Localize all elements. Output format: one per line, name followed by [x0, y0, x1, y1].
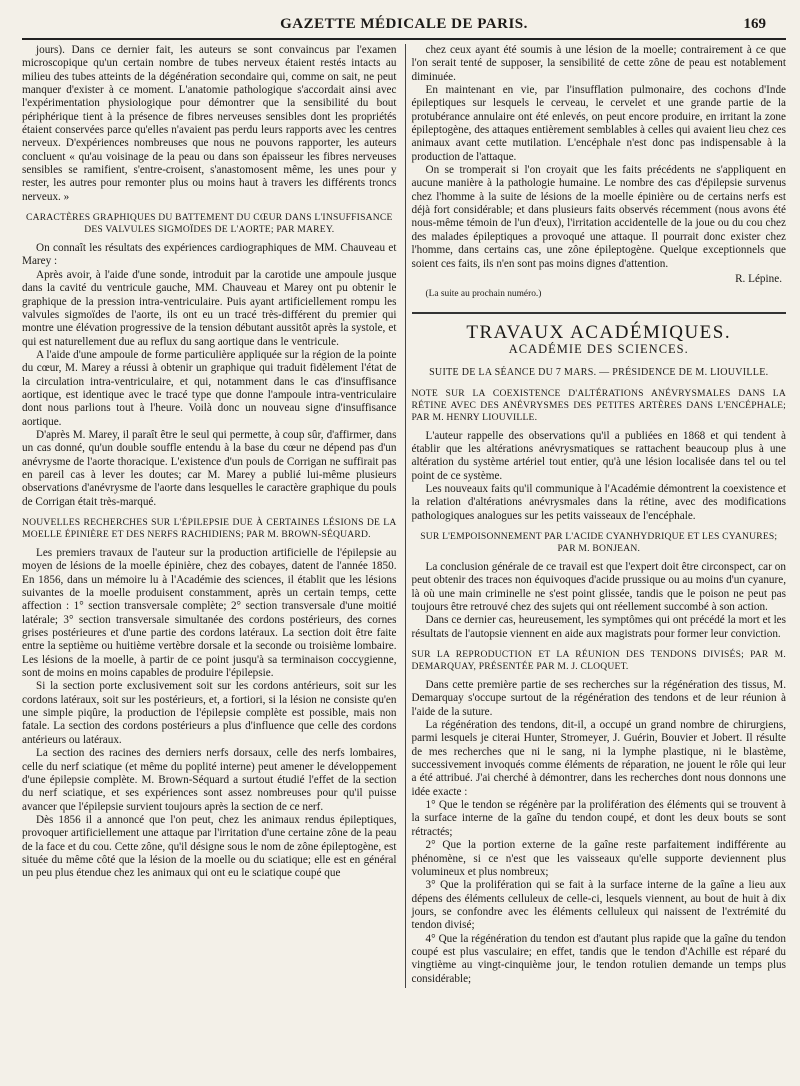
continued-note: (La suite au prochain numéro.): [425, 289, 542, 300]
paragraph: La conclusion générale de ce travail est que l'expert doit être circonspect, car on peut obtenir des traces non équivoques d'acide prussique ou au moins d'un cyanure, là où une main criminelle ne s'est point glissée, tandis que le poison ne peut pas toujours être retrouvé chez des sujets qui ont réellement succombé à son action.: [411, 560, 786, 613]
paragraph: Les premiers travaux de l'auteur sur la production artificielle de l'épilepsie au moyen de lésions de la moelle épinière, chez des cobayes, datent de l'année 1850. En 1856, dans un mémoire lu à l'Académie des sciences, il établit que les lésions suivantes de la moelle produisent constamment, après un certain temps, cette affection : 1° section transversale complète; 2° section transversale d'une moitié latérale; 3° section transversale simultanée des cordons postérieurs, des cornes grises postérieures et d'une partie des cordons latéraux. La section doit être faite entre la septième ou huitième vertèbre dorsale et la seconde ou troisième lombaire. Les lésions de la moelle, à partir de ce point jusqu'à sa terminaison coccygienne, sont de moins en moins capables de produire l'épilepsie.: [22, 547, 397, 680]
paragraph: A l'aide d'une ampoule de forme particulière appliquée sur la région de la pointe du cœur, M. Marey a réussi à obtenir un graphique qui traduit fidèlement l'état de la circulation intra-ventriculaire, et qui, notamment dans le cas d'insuffisance aortique, est identique avec le tracé type que donne l'ampoule intra-ventriculaire dont nous parlions tout à l'heure. Voilà donc un nouveau signe d'insuffisance aortique.: [22, 348, 397, 428]
paragraph: 1° Que le tendon se régénère par la prolifération des éléments qui se trouvent à la surface interne de la gaîne du tendon coupé, et dont les deux bouts se sont rétractés;: [411, 799, 786, 838]
paragraph: Les nouveaux faits qu'il communique à l'Académie démontrent la coexistence et la relation d'altérations anévrysmales dans la rétine, avec des modifications pathologiques analogues sur les petits vaisseaux de l'encéphale.: [411, 482, 786, 522]
section-heading-coexistence: NOTE SUR LA COEXISTENCE D'ALTÉRATIONS ANÉVRYSMALES DANS LA RÉTINE AVEC DES ANÉVRYSMES DES PETITES ARTÈRES DANS L'ENCÉPHALE; PAR M. HENRY LIOUVILLE.: [411, 387, 786, 423]
paragraph: Si la section porte exclusivement soit sur les cordons antérieurs, soit sur les cordons latéraux, soit sur les postérieurs, et, a fortiori, si la lésion ne consiste qu'en une simple piqûre, la production de l'épilepsie complète est possible, mais non fatale. La section des cordons postérieurs a plus d'influence que celle des cordons antérieurs ou latéraux.: [22, 680, 397, 746]
section-heading-cyanide: SUR L'EMPOISONNEMENT PAR L'ACIDE CYANHYDRIQUE ET LES CYANURES; PAR M. BONJEAN.: [420, 530, 778, 554]
left-column: [22, 44, 397, 988]
paragraph: La section des racines des derniers nerfs dorsaux, celle des nerfs lombaires, celle du nerf sciatique (et même du poplité interne) peut amener le développement d'une épilepsie complète. M. Brown-Séquard a surtout étudié l'effet de la section du nerf sciatique, et ses expériences sont assez nombreuses pour qu'il puisse avancer que l'épilepsie survient toujours après la section de ce nerf.: [22, 747, 397, 813]
section-heading-tendons: SUR LA REPRODUCTION ET LA RÉUNION DES TENDONS DIVISÉS; PAR M. DEMARQUAY, PRÉSENTÉE PAR M. J. CLOQUET.: [411, 649, 786, 673]
section-divider: [412, 312, 787, 314]
paragraph: Dès 1856 il a annoncé que l'on peut, chez les animaux rendus épileptiques, provoquer artificiellement une attaque par l'irritation d'une certaine zône de la peau de la face et du cou. Cette zône, qu'il désigne sous le nom de zône épileptogène, est située du même côté que la lésion de la moelle ou du sciatique; elle est en général un peu plus étendue chez les animaux qui ont eu le sciatique coupé que: [22, 813, 397, 880]
paragraph: On connaît les résultats des expériences cardiographiques de MM. Chauveau et Marey :: [22, 242, 397, 268]
paragraph: 2° Que la portion externe de la gaîne reste parfaitement indifférente au phénomène, si ce n'est que les vaisseaux qu'elle supporte deviennent plus volumineux et plus nombreux;: [411, 839, 786, 878]
paragraph: 3° Que la prolifération qui se fait à la surface interne de la gaîne a lieu aux dépens des éléments celluleux de celle-ci, lesquels viennent, au bout de huit à dix jours, se confondre avec les éléments celluleux qui naissent de l'extrémité du tendon divisé;: [411, 879, 786, 932]
paragraph: jours). Dans ce dernier fait, les auteurs se sont convaincus par l'examen microscopique qu'un certain nombre de tubes nerveux étaient restés intacts au milieu des tubes atteints de la dégénération secondaire qui, comme on sait, ne peut manquer d'exister à ce moment. L'anatomie pathologique s'accordait ainsi avec l'expérimentation physiologique pour démontrer que la sensibilité du bout périphérique tient à la présence de fibres nerveuses sensibles dont les propriétés étaient conservées parce qu'elles n'avaient pas perdu leurs rapports avec les centres nerveux. D'expériences nombreuses que nous ne pouvons rapporter, les auteurs concluent « qu'au voisinage de la peau ou dans son épaisseur les fibres nerveuses sensibles se ramifient, s'entre-croisent, s'anastomosent même, les unes pour y rester, les autres pour remonter plus ou moins haut à travers les différents troncs nerveux. »: [22, 44, 397, 203]
session-line: SUITE DE LA SÉANCE DU 7 MARS. — PRÉSIDENCE DE M. LIOUVILLE.: [429, 367, 769, 379]
masthead: [22, 8, 786, 40]
paragraph: La régénération des tendons, dit-il, a occupé un grand nombre de chirurgiens, parmi lesquels je citerai Hunter, Stromeyer, J. Guérin, Bouvier et Jobert. Il résulte de mes recherches que ni le sang, ni la lymphe plastique, ni le blastème, successivement invoqués comme éléments de réparation, ne jouent le rôle qui leur a été attribué. J'ai cherché à démontrer, dans les recherches dont nous donnons une idée exacte :: [411, 719, 786, 798]
paragraph: chez ceux ayant été soumis à une lésion de la moelle; contrairement à ce que l'on serait tenté de supposer, la sensibilité de cette zône de peau est notablement diminuée.: [411, 44, 786, 83]
right-column: [405, 44, 787, 988]
rubric-title: TRAVAUX ACADÉMIQUES.: [466, 321, 732, 343]
paragraph: Dans cette première partie de ses recherches sur la régénération des tissus, M. Demarquay s'occupe surtout de la régénération des tendons et de leur réunion à l'aide de la suture.: [411, 679, 786, 718]
paragraph: L'auteur rappelle des observations qu'il a publiées en 1868 et qui tendent à établir que les altérations anévrysmatiques se rattachent beaucoup plus à une altération du système artériel tout entier, qu'à une lésion localisée dans tel ou tel point de ce système.: [411, 429, 786, 482]
section-heading-epilepsy: NOUVELLES RECHERCHES SUR L'ÉPILEPSIE DUE À CERTAINES LÉSIONS DE LA MOELLE ÉPINIÈRE ET DES NERFS RACHIDIENS; PAR M. BROWN-SÉQUARD.: [22, 517, 397, 540]
paragraph: Après avoir, à l'aide d'une sonde, introduit par la carotide une ampoule jusque dans la cavité du ventricule gauche, MM. Chauveau et Marey ont pu obtenir le graphique de la pression intra-ventriculaire. Puis ayant artificiellement rompu les valvules sigmoïdes de l'aorte, ils ont eu un tracé très-différent du premier qui montre une élévation progressive de la tension débutant aussitôt après la systole, et qui est naturellement due au reflux du sang aortique dans le ventricule.: [22, 268, 397, 348]
paragraph: Dans ce dernier cas, heureusement, les symptômes qui ont précédé la mort et les résultats de l'autopsie viennent en aide aux magistrats pour former leur conviction.: [411, 614, 786, 640]
journal-title: GAZETTE MÉDICALE DE PARIS.: [280, 16, 528, 32]
author-signature: R. Lépine.: [735, 272, 782, 285]
academy-title: ACADÉMIE DES SCIENCES.: [508, 341, 689, 356]
paragraph: On se tromperait si l'on croyait que les faits précédents ne s'appliquent en aucune manière à la pathologie humaine. Le nombre des cas d'épilepsie survenus chez l'homme à la suite de lésions de la moelle épinière ou de certains nerfs est déjà fort considérable; et dans plusieurs faits observés récemment (nous avons été nous-même témoin de l'un d'eux), l'irritation accidentelle de la joue ou du cou chez des malades épileptiques a provoqué une attaque. Il pourrait donc exister chez l'homme, dans certains cas, une zône épileptogène. Quelque exceptionnels que soient ces faits, ils n'en sont pas moins dignes d'attention.: [411, 164, 786, 270]
paragraph: En maintenant en vie, par l'insufflation pulmonaire, des cochons d'Inde épileptiques sur lesquels le cerveau, le cervelet et une grande partie de la protubérance annulaire ont été enlevés, on peut encore produire, en irritant la zone épileptogène, des attaques entièrement semblables à celles qui avaient lieu chez ces animaux avant cette mutilation. L'encéphale n'est donc pas indispensable à la production de l'attaque.: [411, 84, 786, 163]
section-heading-marey: CARACTÈRES GRAPHIQUES DU BATTEMENT DU CŒUR DANS L'INSUFFISANCE DES VALVULES SIGMOÏDES DE L'AORTE; PAR MAREY.: [25, 212, 393, 236]
columns: [22, 44, 786, 988]
paragraph: D'après M. Marey, il paraît être le seul qui permette, à coup sûr, d'affirmer, dans un cas donné, qu'un double souffle entendu à la base du cœur ne dépend pas d'un anévrysme de l'aorte thoracique. L'existence d'un pouls de Corrigan ne suffirait pas en pareil cas à lever les doutes; car M. Marey a publié lui-même plusieurs observations d'anévrysme de l'aorte dans lesquelles le caractère graphique du pouls de Corrigan était très-marqué.: [22, 428, 397, 508]
page-number: 169: [743, 16, 766, 32]
paragraph: 4° Que la régénération du tendon est d'autant plus rapide que la gaîne du tendon coupé est plus vasculaire; en effet, tandis que le tendon d'Achille est réparé du vingtième au vingt-cinquième jour, le tendon rotulien demande un temps plus considérable;: [411, 932, 786, 985]
